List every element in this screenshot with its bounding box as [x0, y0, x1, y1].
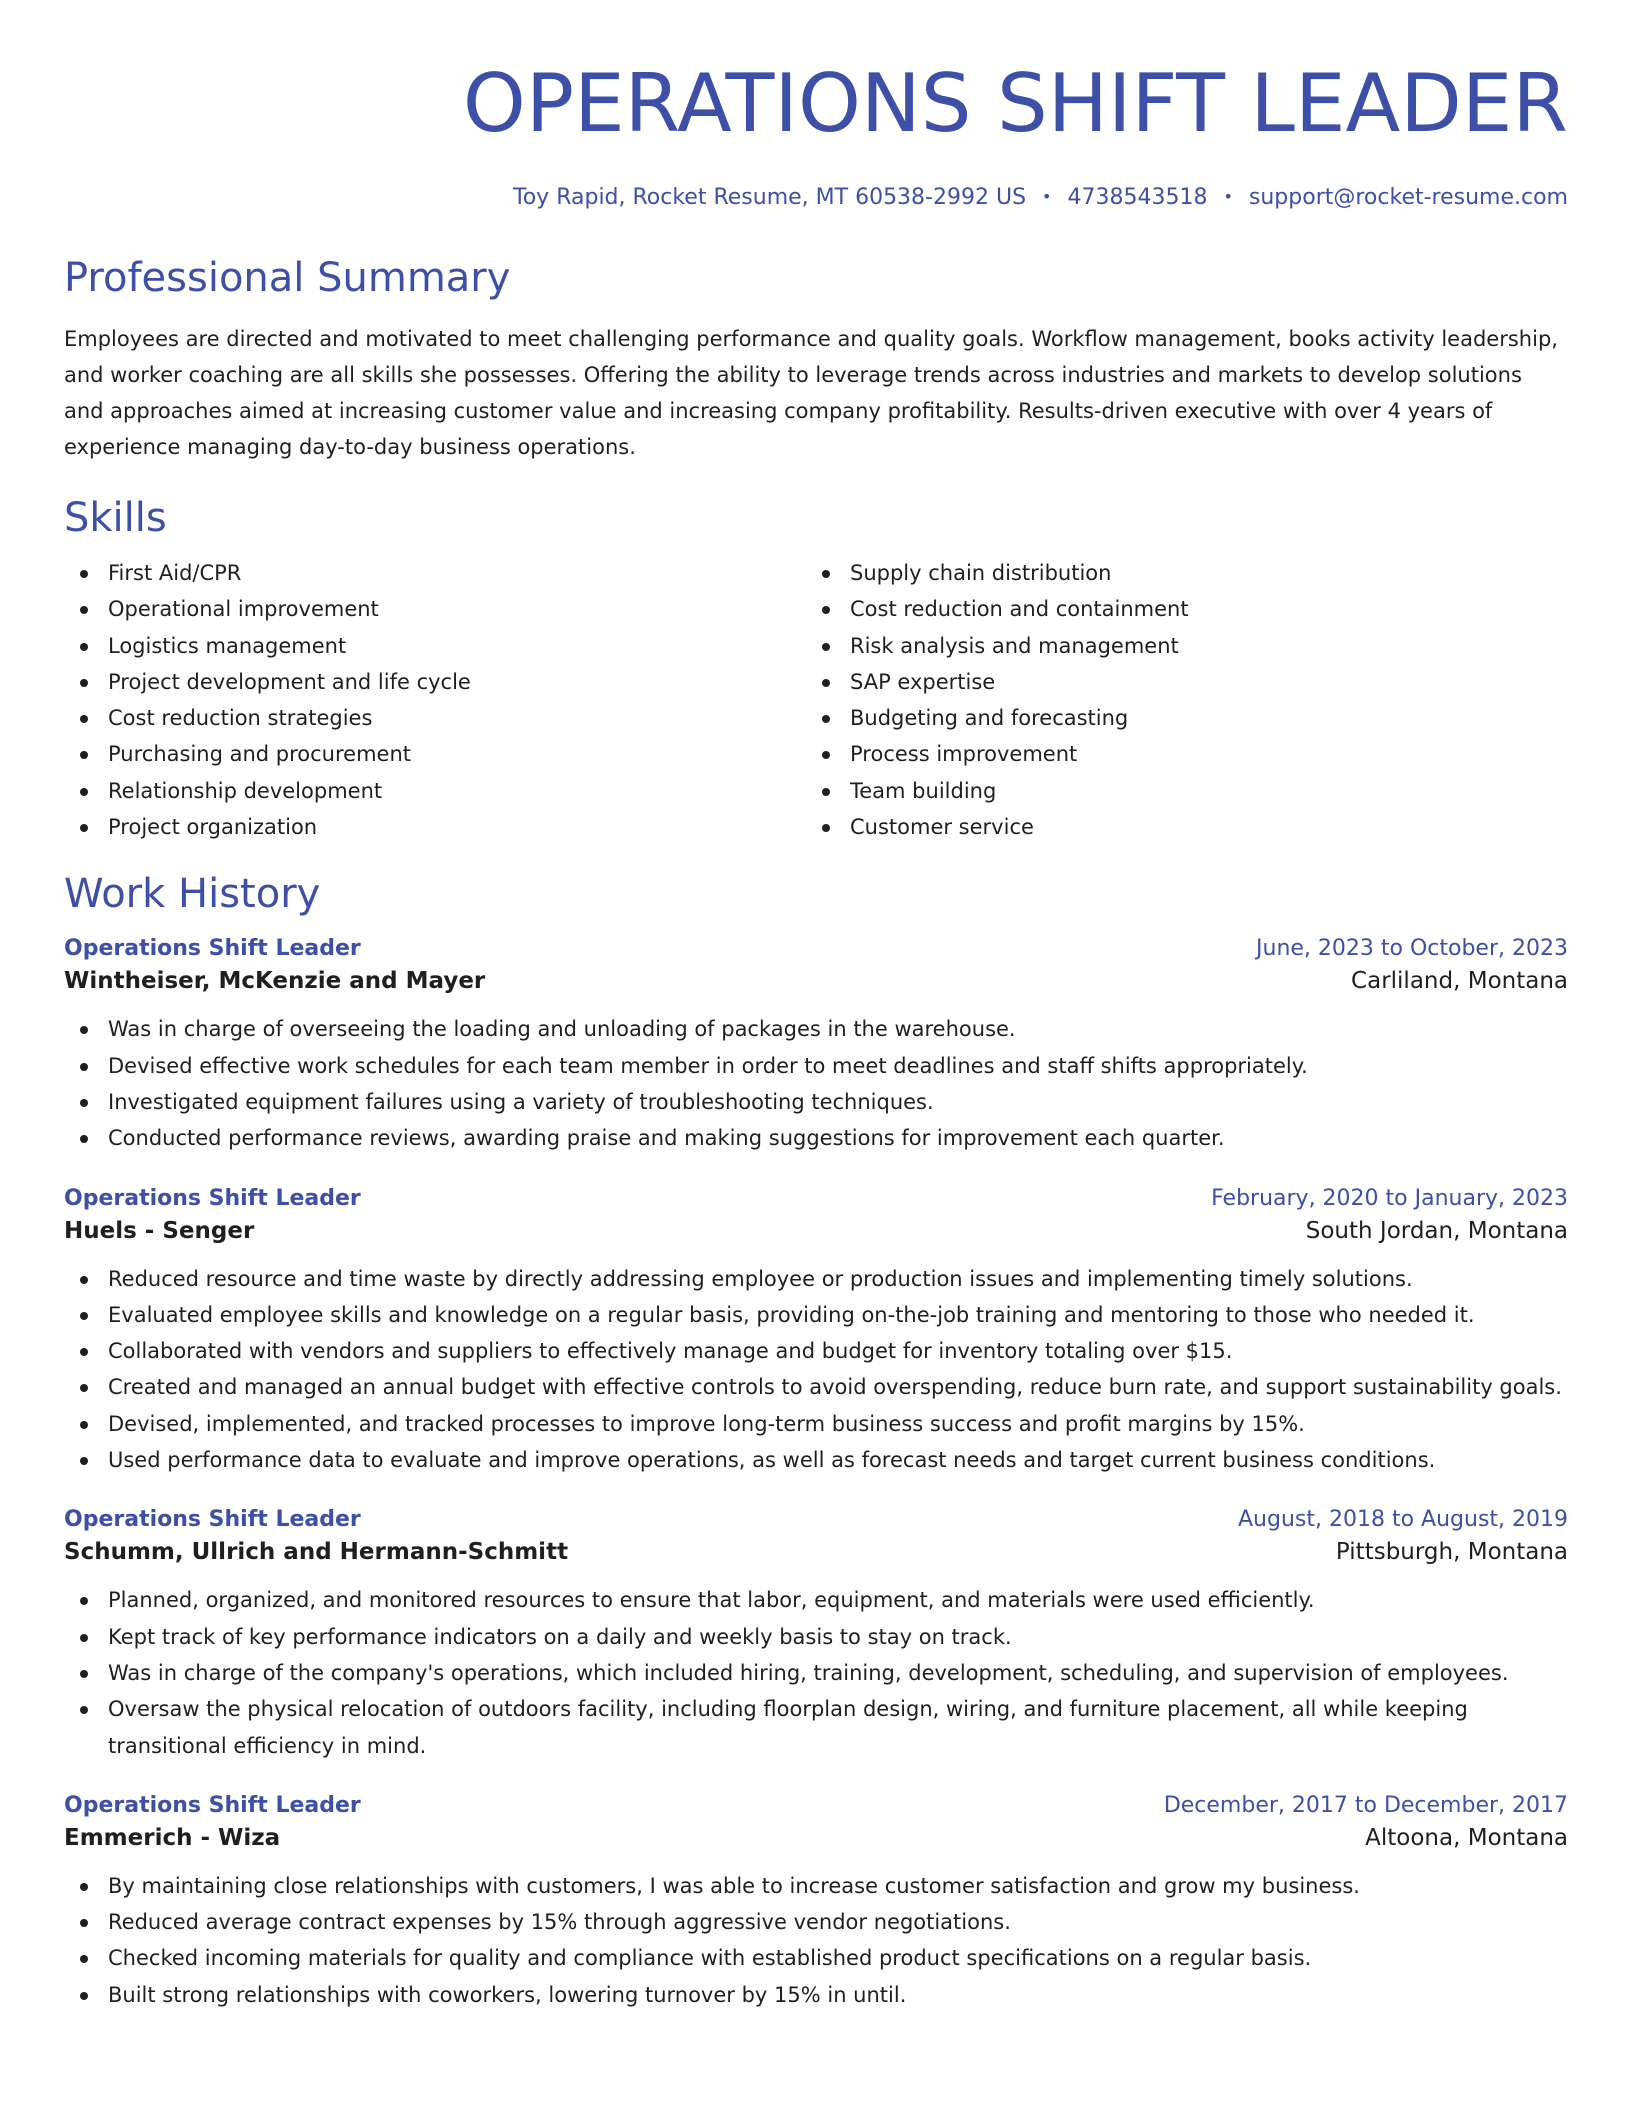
job-bullet: Evaluated employee skills and knowledge on a regular basis, providing on-the-job training and mentoring to those who needed it.: [64, 1297, 1568, 1333]
contact-line: [64, 182, 1568, 213]
job-bullets: [64, 1011, 1568, 1156]
job-entry: [64, 933, 1568, 1156]
job-bullet: Was in charge of overseeing the loading and unloading of packages in the warehouse.: [64, 1011, 1568, 1047]
skill-item: Project organization: [64, 809, 806, 845]
job-entry: [64, 1790, 1568, 2013]
job-bullet: Reduced average contract expenses by 15% through aggressive vendor negotiations.: [64, 1904, 1568, 1940]
job-bullet: Reduced resource and time waste by directly addressing employee or production issues and implementing timely solutions.: [64, 1261, 1568, 1297]
skill-item: Supply chain distribution: [806, 555, 1548, 591]
job-bullet: Built strong relationships with coworkers, lowering turnover by 15% in until.: [64, 1977, 1568, 2013]
job-role: Operations Shift Leader: [64, 1507, 361, 1533]
job-employer-row: [64, 965, 1568, 997]
job-company: Emmerich - Wiza: [64, 1824, 281, 1851]
skill-item: Cost reduction strategies: [64, 700, 806, 736]
skill-item: Customer service: [806, 809, 1548, 845]
skill-item: Logistics management: [64, 628, 806, 664]
job-company: Wintheiser, McKenzie and Mayer: [64, 968, 486, 995]
job-header: [64, 933, 1568, 965]
job-bullet: Investigated equipment failures using a variety of troubleshooting techniques.: [64, 1084, 1568, 1120]
job-location: Carliland, Montana: [1351, 968, 1568, 995]
job-employer-row: [64, 1822, 1568, 1854]
skills-section: [64, 493, 1568, 845]
job-location: Altoona, Montana: [1365, 1824, 1568, 1851]
job-company: Huels - Senger: [64, 1217, 255, 1244]
summary-title: Professional Summary: [64, 255, 511, 301]
job-dates: December, 2017 to December, 2017: [1163, 1792, 1568, 1818]
job-location: South Jordan, Montana: [1305, 1217, 1568, 1244]
job-title-heading: OPERATIONS SHIFT LEADER: [462, 57, 1568, 150]
skill-item: Relationship development: [64, 773, 806, 809]
job-entry: [64, 1504, 1568, 1763]
job-bullet: Collaborated with vendors and suppliers to effectively manage and budget for inventory totaling over $15.: [64, 1333, 1568, 1369]
skill-item: Team building: [806, 773, 1548, 809]
skill-item: Operational improvement: [64, 591, 806, 627]
skills-title: Skills: [64, 495, 167, 541]
job-bullet: Devised effective work schedules for each team member in order to meet deadlines and staff shifts appropriately.: [64, 1048, 1568, 1084]
job-header: [64, 1790, 1568, 1822]
job-bullets: [64, 1868, 1568, 2013]
job-bullet: Created and managed an annual budget with effective controls to avoid overspending, reduce burn rate, and support sustainability goals.: [64, 1369, 1568, 1405]
job-bullets: [64, 1582, 1568, 1763]
skill-item: Purchasing and procurement: [64, 736, 806, 772]
skill-item: Project development and life cycle: [64, 664, 806, 700]
job-header: [64, 1183, 1568, 1215]
work-history-section: [64, 869, 1568, 2013]
job-role: Operations Shift Leader: [64, 1185, 361, 1211]
job-bullets: [64, 1261, 1568, 1479]
job-role: Operations Shift Leader: [64, 936, 361, 962]
job-bullet: Checked incoming materials for quality and compliance with established product specifications on a regular basis.: [64, 1940, 1568, 1976]
job-dates: June, 2023 to October, 2023: [1256, 936, 1568, 962]
job-header: [64, 1504, 1568, 1536]
job-company: Schumm, Ullrich and Hermann-Schmitt: [64, 1539, 569, 1566]
job-bullet: Conducted performance reviews, awarding praise and making suggestions for improvement each quarter.: [64, 1120, 1568, 1156]
skill-item: SAP expertise: [806, 664, 1548, 700]
skills-columns: [64, 555, 1568, 845]
job-dates: August, 2018 to August, 2019: [1238, 1507, 1568, 1533]
job-dates: February, 2020 to January, 2023: [1211, 1185, 1568, 1211]
contact-address: Toy Rapid, Rocket Resume, MT 60538-2992 US: [513, 185, 1027, 210]
work-history-title: Work History: [64, 871, 321, 918]
summary-section: [64, 253, 1568, 465]
summary-text: Employees are directed and motivated to meet challenging performance and quality goals. Workflow management, books activity leadership, and worker coaching are all skills she possesses. Offering the ability to leverage trends across industries and markets to develop solutions and approaches aimed at increasing customer value and increasing company profitability. Results-driven executive with over 4 years of experience managing day-to-day business operations.: [64, 327, 1558, 459]
job-entry: [64, 1183, 1568, 1479]
skills-list-right: [806, 555, 1548, 845]
contact-separator: •: [1042, 187, 1052, 206]
job-bullet: Devised, implemented, and tracked processes to improve long-term business success and profit margins by 15%.: [64, 1406, 1568, 1442]
contact-phone[interactable]: 4738543518: [1067, 185, 1208, 210]
skill-item: Process improvement: [806, 736, 1548, 772]
job-bullet: Planned, organized, and monitored resources to ensure that labor, equipment, and materials were used efficiently.: [64, 1582, 1568, 1618]
job-bullet: Oversaw the physical relocation of outdoors facility, including floorplan design, wiring, and furniture placement, all while keeping transitional efficiency in mind.: [64, 1691, 1568, 1764]
contact-separator: •: [1223, 187, 1233, 206]
job-employer-row: [64, 1536, 1568, 1568]
job-bullet: By maintaining close relationships with customers, I was able to increase customer satisfaction and grow my business.: [64, 1868, 1568, 1904]
skill-item: Budgeting and forecasting: [806, 700, 1548, 736]
job-employer-row: [64, 1215, 1568, 1247]
skills-list-left: [64, 555, 806, 845]
contact-email[interactable]: support@rocket-resume.com: [1248, 185, 1568, 210]
skill-item: Risk analysis and management: [806, 628, 1548, 664]
job-bullet: Kept track of key performance indicators on a daily and weekly basis to stay on track.: [64, 1619, 1568, 1655]
job-bullet: Used performance data to evaluate and improve operations, as well as forecast needs and target current business conditions.: [64, 1442, 1568, 1478]
job-role: Operations Shift Leader: [64, 1792, 361, 1818]
skill-item: First Aid/CPR: [64, 555, 806, 591]
resume-header: [64, 0, 1568, 213]
job-bullet: Was in charge of the company's operations, which included hiring, training, development, scheduling, and supervision of employees.: [64, 1655, 1568, 1691]
skill-item: Cost reduction and containment: [806, 591, 1548, 627]
job-location: Pittsburgh, Montana: [1335, 1539, 1568, 1566]
